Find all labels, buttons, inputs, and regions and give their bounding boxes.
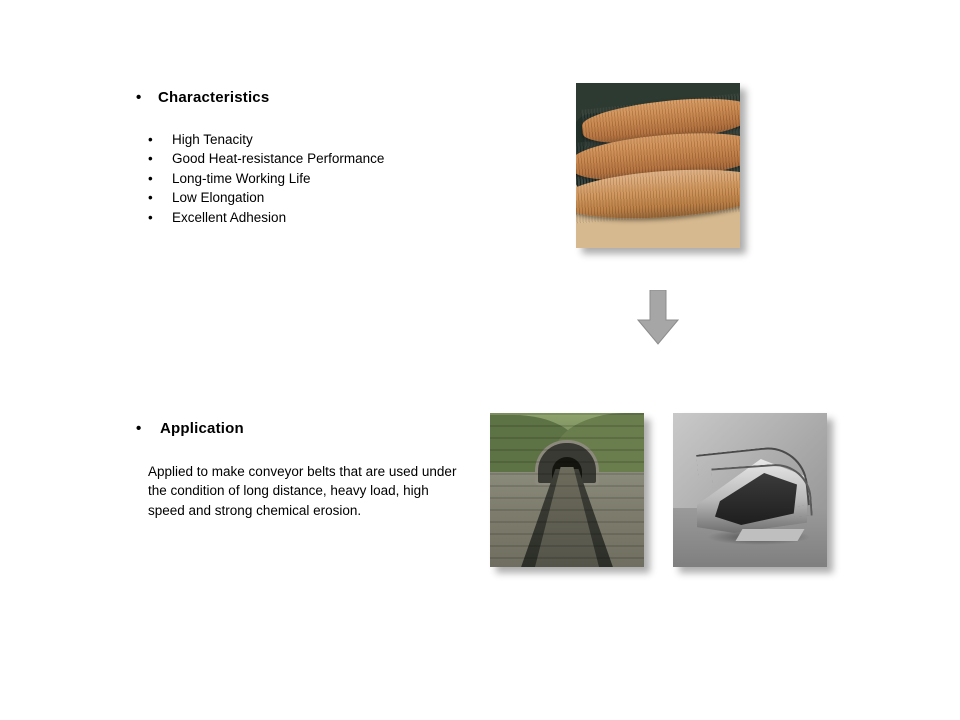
characteristics-heading xyxy=(136,89,269,106)
list-item-label: Long-time Working Life xyxy=(172,170,311,186)
characteristics-list xyxy=(148,130,384,227)
conveyor-support-posts xyxy=(490,413,644,567)
escalator-base-plate xyxy=(736,529,805,541)
application-heading-bullet: • xyxy=(136,420,142,437)
list-item-label: Low Elongation xyxy=(172,190,265,206)
belt-roll-image xyxy=(576,83,740,248)
list-item xyxy=(148,130,384,149)
characteristics-heading-bullet: • xyxy=(136,89,142,106)
list-item xyxy=(148,188,384,207)
list-item xyxy=(148,149,384,168)
list-item xyxy=(148,169,384,188)
conveyor-image xyxy=(490,413,644,567)
application-body-text: Applied to make conveyor belts that are used under the condition of long distance, heavy load, high speed and strong chemical erosion. xyxy=(148,464,457,518)
list-item-bullet: • xyxy=(148,209,153,225)
list-item-bullet: • xyxy=(148,151,153,167)
characteristics-heading-label: Characteristics xyxy=(158,89,270,106)
down-arrow-icon xyxy=(637,290,679,345)
list-item-label: High Tenacity xyxy=(172,132,253,147)
list-item-bullet: • xyxy=(148,132,153,147)
escalator-handrail-inner xyxy=(711,462,813,523)
application-heading xyxy=(136,420,244,437)
list-item-bullet: • xyxy=(148,170,153,186)
list-item xyxy=(148,208,384,227)
list-item-label: Good Heat-resistance Performance xyxy=(172,151,385,167)
list-item-label: Excellent Adhesion xyxy=(172,209,287,225)
application-heading-label: Application xyxy=(160,420,244,437)
list-item-bullet: • xyxy=(148,190,153,206)
escalator-image xyxy=(673,413,827,567)
